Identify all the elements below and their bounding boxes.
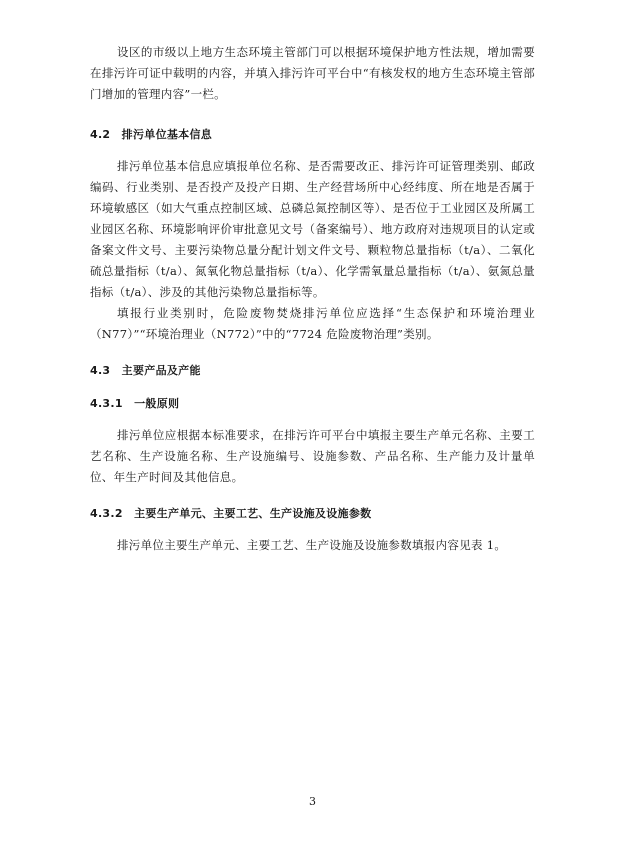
paragraph-basic-info: 排污单位基本信息应填报单位名称、是否需要改正、排污许可证管理类别、邮政编码、行业类别、是否投产及投产日期、生产经营场所中心经纬度、所在地是否属于环境敏感区（如大气重点控制区域、总磷总氮控制区等）、是否位于工业园区及所属工业园区名称、环境影响评价审批意见文号（备案编号）、地方政府对违规项目的认定或备案文件文号、主要污染物总量分配计划文件文号、颗粒物总量指标（t/a）、二氧化硫总量指标（t/a）、氮氧化物总量指标（t/a）、化学需氧量总量指标（t/a）、氨氮总量指标（t/a）、涉及的其他污染物总量指标等。 — [90, 159, 535, 299]
heading-4-3: 4.3 主要产品及产能 — [90, 364, 201, 377]
intro-paragraph-block — [90, 42, 535, 108]
heading-4-2: 4.2 排污单位基本信息 — [90, 128, 213, 141]
page-number: 3 — [309, 795, 316, 808]
heading-4-3-2: 4.3.2 主要生产单元、主要工艺、生产设施及设施参数 — [90, 507, 372, 520]
paragraph-general-principle: 排污单位应根据本标准要求，在排污许可平台中填报主要生产单元名称、主要工艺名称、生产设施名称、生产设施编号、设施参数、产品名称、生产能力及计量单位、年生产时间及其他信息。 — [90, 428, 535, 484]
paragraph-table-reference: 排污单位主要生产单元、主要工艺、生产设施及设施参数填报内容见表 1。 — [117, 538, 507, 552]
paragraph-industry-category: 填报行业类别时，危险废物焚烧排污单位应选择“生态保护和环境治理业（N77）”“环境治理业（N772）”中的“7724 危险废物治理”类别。 — [90, 306, 535, 341]
heading-4-3-1: 4.3.1 一般原则 — [90, 397, 180, 410]
paragraph-local-authority: 设区的市级以上地方生态环境主管部门可以根据环境保护地方性法规，增加需要在排污许可证中载明的内容，并填入排污许可平台中“有核发权的地方生态环境主管部门增加的管理内容”一栏。 — [90, 45, 535, 101]
page-content — [90, 42, 535, 556]
